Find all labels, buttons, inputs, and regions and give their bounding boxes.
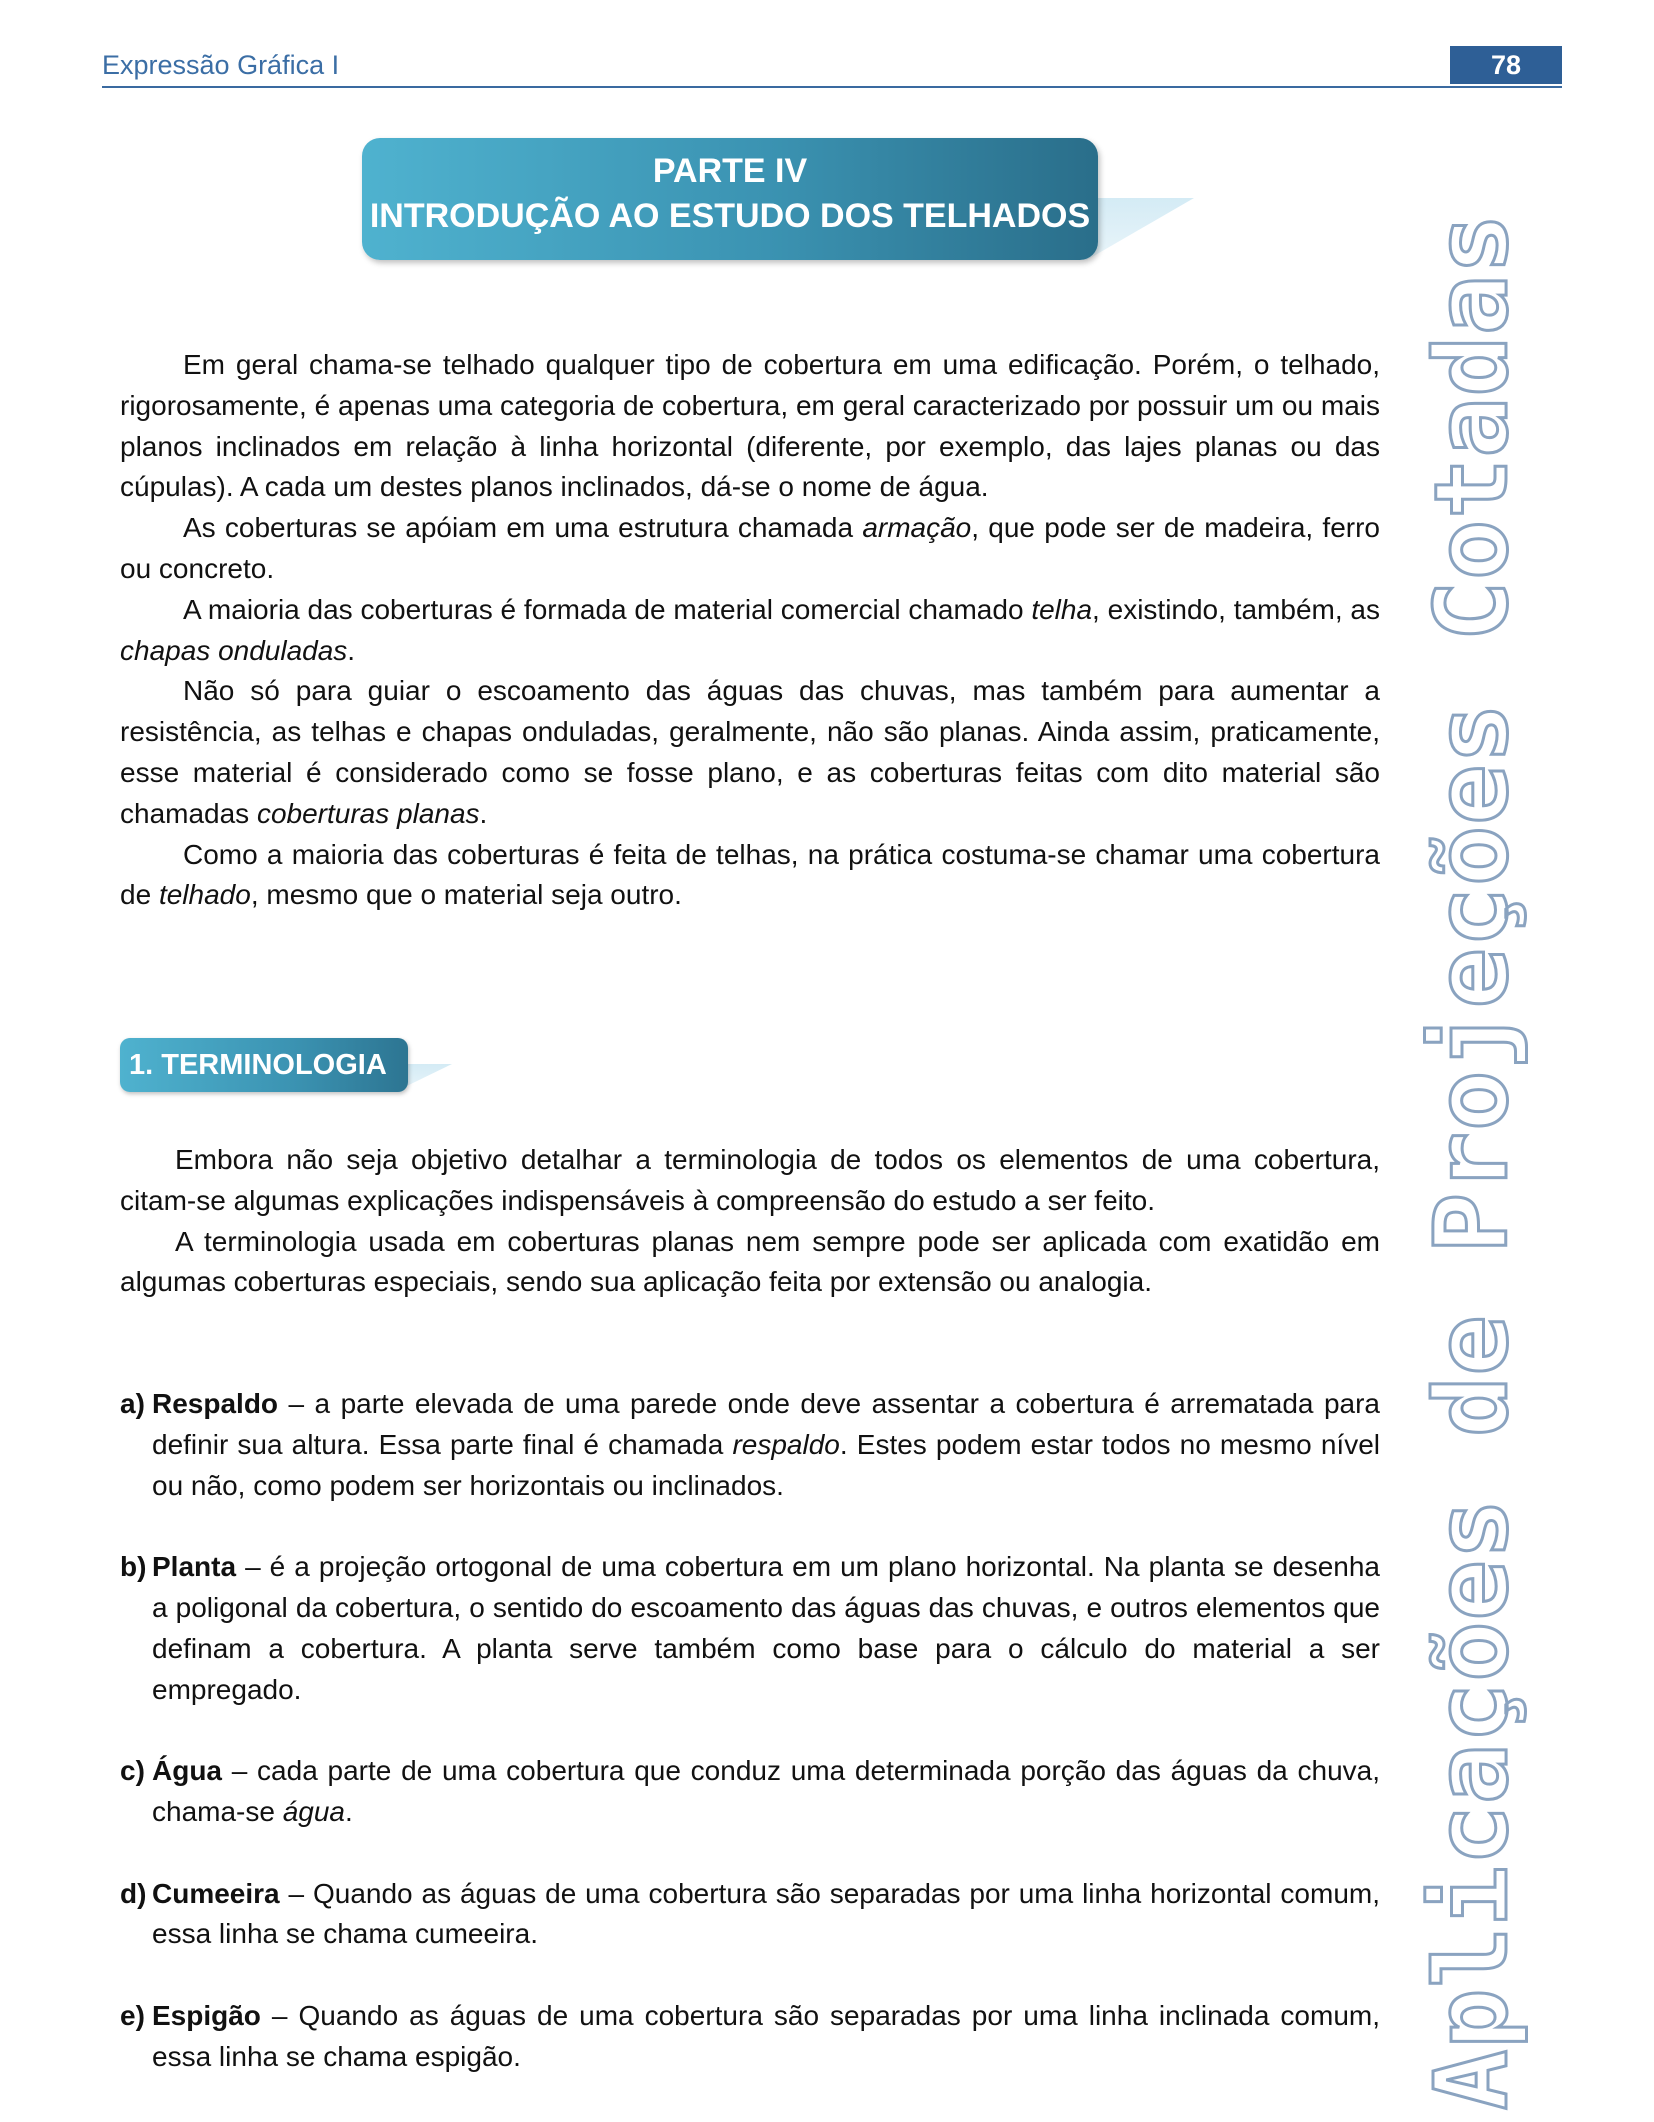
intro-paragraph-3: A maioria das coberturas é formada de material comercial chamado telha, existindo, também, as chapas onduladas. <box>120 593 1380 666</box>
vertical-chapter-title: Aplicações de Projeções Cotadas <box>1413 212 1530 2110</box>
section-text <box>120 1140 1380 1303</box>
intro-paragraph-1: Em geral chama-se telhado qualquer tipo de cobertura em uma edificação. Porém, o telhado, rigorosamente, é apenas uma categoria de cobertura, em geral caracterizado por possuir um ou mais planos inclinados em relação à linha horizontal (diferente, por exemplo, das lajes planas ou das cúpulas). A cada um destes planos inclinados, dá-se o nome de água. <box>120 349 1380 503</box>
term-respaldo: a) Respaldo – a parte elevada de uma parede onde deve assentar a cobertura é arrematada para definir sua altura. Essa parte final é chamada respaldo. Estes podem estar todos no mesmo nível ou não, como podem ser horizontais ou inclinados. <box>120 1388 1381 1501</box>
intro-paragraph-4: Não só para guiar o escoamento das águas das chuvas, mas também para aumentar a resistência, as telhas e chapas onduladas, geralmente, não são planas. Ainda assim, praticamente, esse material é considerado como se fosse plano, e as coberturas feitas com dito material são chamadas coberturas planas. <box>120 675 1380 829</box>
intro-text <box>120 345 1380 916</box>
term-planta: b) Planta – é a projeção ortogonal de uma cobertura em um plano horizontal. Na planta se desenha a poligonal da cobertura, o sentido do escoamento das águas das chuvas, e outros elementos que definam a cobertura. A planta serve também como base para o cálculo do material a ser empregado. <box>120 1551 1380 1705</box>
term-list <box>120 1384 1380 2078</box>
document-title: Expressão Gráfica I <box>102 50 340 80</box>
section-paragraph-1: Embora não seja objetivo detalhar a terminologia de todos os elementos de uma cobertura, citam-se algumas explicações indispensáveis à compreensão do estudo a ser feito. <box>120 1144 1380 1216</box>
part-banner <box>362 138 1098 260</box>
section-paragraph-2: A terminologia usada em coberturas planas nem sempre pode ser aplicada com exatidão em algumas coberturas especiais, sendo sua aplicação feita por extensão ou analogia. <box>120 1225 1380 1298</box>
page-header <box>102 46 1562 88</box>
intro-paragraph-2: As coberturas se apóiam em uma estrutura chamada armação, que pode ser de madeira, ferro ou concreto. <box>120 512 1381 584</box>
part-title: INTRODUÇÃO AO ESTUDO DOS TELHADOS <box>369 197 1091 235</box>
term-agua: c) Água – cada parte de uma cobertura que conduz uma determinada porção das águas da chuva, chama-se água. <box>120 1755 1380 1827</box>
term-espigao: e) Espigão – Quando as águas de uma cobertura são separadas por uma linha inclinada comum, essa linha se chama espigão. <box>120 1999 1380 2072</box>
page-number: 78 <box>1450 46 1562 84</box>
term-cumeeira: d) Cumeeira – Quando as águas de uma cobertura são separadas por uma linha horizontal comum, essa linha se chama cumeeira. <box>120 1877 1380 1950</box>
section-heading: 1. TERMINOLOGIA <box>120 1038 408 1092</box>
part-label: PARTE IV <box>652 152 808 190</box>
intro-paragraph-5: Como a maioria das coberturas é feita de telhas, na prática costuma-se chamar uma cobertura de telhado, mesmo que o material seja outro. <box>120 838 1380 911</box>
